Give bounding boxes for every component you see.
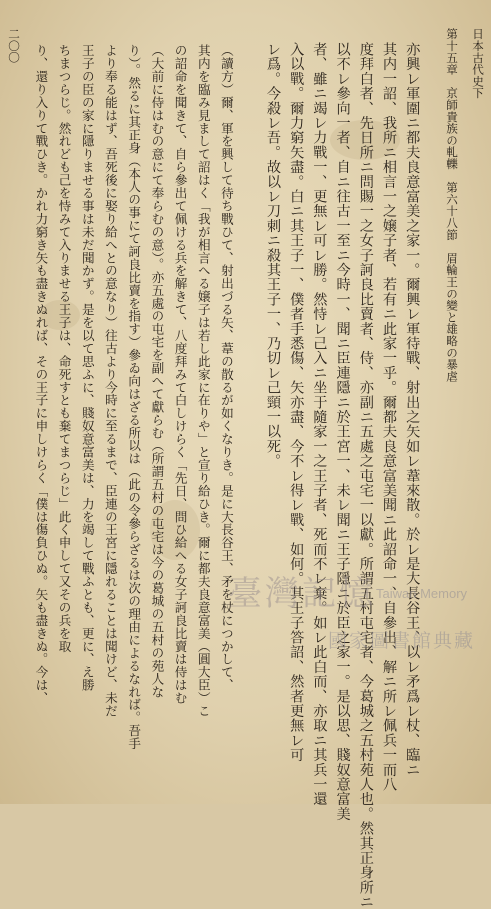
watermark-logo-text: 臺灣記憶 [228,574,376,614]
reading-line: （大前に侍はむの意にて奉らむの意）。亦五處の屯宅を副へて獻らむ（所謂五村の屯宅は今の葛城の五村の苑人な [149,44,165,699]
kanbun-line: 度拜白者、先日所ニ問賜一之女子訶良比賣者、侍、亦副ニ五處之屯宅一以獻。所謂五村屯宅者、今葛城之五村苑人也。然其正身所ニ [357,42,374,909]
chapter-heading: 第十五章 京師貴族の軋轢 第六十八節 眉輪王の變と雄略の暴虐 [445,28,459,382]
reading-line: 王子の臣の家に隱りませる事は未だ聞かず。是を以て思ふに、賤奴意富美は、力を竭して戰ふとも、更に、え勝 [79,44,95,692]
reading-line: り）。然るに其正身（本人の事にて訶良比賣を指す）參ゐ向はざる所以は（此の令參らざるは次の理由によるなれば。吾手 [126,44,142,750]
reading-line: より奉る能はず、吾死後に娶り給へとの意なり）往古より今時に至るまで、臣連の王宮に隱れることは聞けど、未だ [102,44,118,718]
reading-line: り、還り入りて戰ひき。かれ力窮き矢も盡きぬれば、その王子に申しけらく「僕は傷負ひぬ。矢も盡きぬ。今は、 [33,44,49,705]
reading-line: （讀方）爾、軍を興して待ち戰ひて、射出づる矢、葦の散るが如くなりき。是に大長谷王、矛を杖につかして、 [218,44,234,692]
watermark-english: Taiwan Memory [376,586,468,601]
kanbun-line: 者、雖ニ竭レ力戰一、更無レ可レ勝。然恃レ己入ニ坐于隨家一之王子者、死而不レ棄。如レ此白而、亦取ニ其兵一還 [311,42,328,807]
kanbun-line: 其内一詔、我所ニ相言一之嬢子者、若有ニ此家一乎。爾都夫良意富美聞ニ此詔命一、自參出、解ニ所レ佩兵一而八 [381,42,397,792]
kanbun-line: 入以戰。爾力窮矢盡。白ニ其王子一、僕者手悉傷、矢亦盡、今不レ得レ戰、如何。其王子答詔、然者更無レ可 [288,42,305,763]
running-title: 日本古代史下 [471,28,485,99]
kanbun-line: 以不レ參向一者、自ニ往古一至ニ今時一、聞ニ臣連隱ニ於王宮一、未レ聞ニ王子隱ニ於臣之家一。是以思、賤奴意富美 [334,42,351,822]
page-number: 二〇〇 [7,28,21,63]
reading-line: 其内を臨み見まして詔はく「我が相言へる嬢子は若し此家に在りや」と宣り給ひき。爾に都夫良意富美（圓大臣）こ [195,44,211,718]
kanbun-line: 亦興レ軍圍ニ都夫良意富美之家一。爾興レ軍待戰、射出之矢如レ葦來散。於レ是大長谷王、以レ矛爲レ杖、臨ニ [404,42,421,777]
watermark-library: 國家圖書館典藏 [328,630,476,652]
reading-line: の詔命を聞きて、自ら參出て佩ける兵を解きて、八度拜みて白しけらく「先日、問ひ給へる女子訶良比賣は侍はむ [172,44,188,705]
reading-line: ちまつらじ。然れども己を恃みて入りませる王子は、命死すとも棄てまつらじ」此く申して又その兵を取 [56,44,72,653]
kanbun-line: レ爲。今殺レ吾。故以レ刀刺ニ殺其王子一、乃切レ己頸一以死。 [265,42,281,469]
